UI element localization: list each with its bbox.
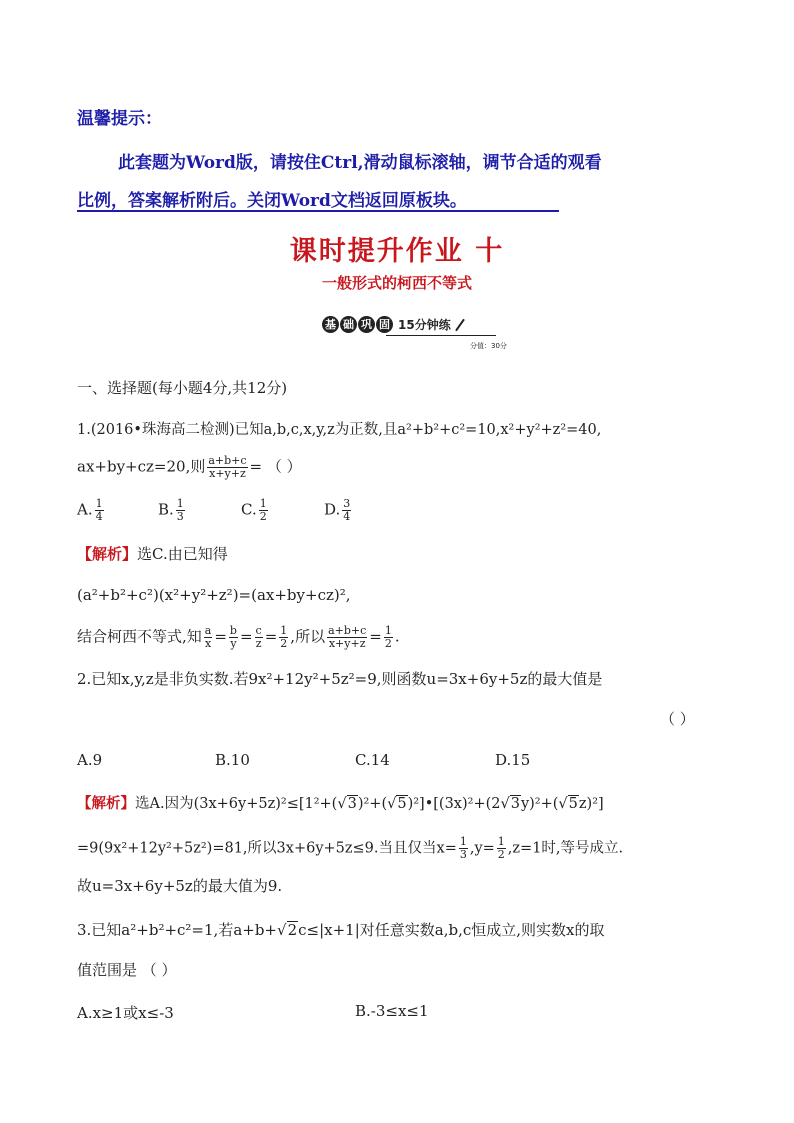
fraction-numerator: a+b+c [328, 624, 367, 637]
q1-analysis-2: (a²+b²+c²)(x²+y²+z²)=(ax+by+cz)², [77, 586, 351, 604]
q1-line2-post: = （ ） [249, 457, 302, 476]
q1-line2-pre: ax+by+cz=20,则 [77, 457, 206, 476]
analysis-text: . [394, 627, 400, 646]
fraction-denominator: x+y+z [209, 467, 246, 480]
option-label: C. [241, 500, 257, 519]
fraction-denominator: 4 [343, 510, 351, 523]
q1-line2 [77, 455, 302, 480]
analysis-label: 【解析】 [77, 795, 135, 812]
q2-option-c: C.14 [355, 751, 390, 769]
q1-option-a [77, 498, 106, 523]
q2-option-b: B.10 [215, 751, 250, 769]
q2-analysis-2: =9(9x²+12y²+5z²)=81,所以3x+6y+5z≤9.当且仅当x= $\frac{1}{3}$ ,y= $\frac{1}{2}$ ,z=1时,等号成立. [77, 835, 624, 861]
fraction-denominator: 4 [95, 510, 103, 523]
analysis-text: 选C.由已知得 [137, 545, 228, 563]
q2-analysis-3: 故u=3x+6y+5z的最大值为9. [77, 877, 283, 895]
analysis-label: 【解析】 [77, 545, 138, 563]
q1-option-c [241, 498, 270, 523]
q3-line1: 3.已知a²+b²+c²=1,若a+b+√2c≤|x+1|对任意实数a,b,c恒成立,则实数x的取 [77, 921, 605, 939]
pencil-slash-icon [455, 318, 465, 331]
tip-line-2: 比例，答案解析附后。关闭Word文档返回原板块。 [77, 191, 467, 211]
tip-underline [77, 210, 559, 212]
analysis-text: 结合柯西不等式,知 [77, 627, 202, 646]
q1-option-d [324, 498, 353, 523]
section-heading: 一、选择题(每小题4分,共12分) [77, 379, 288, 397]
badge-char: 础 [340, 316, 357, 333]
analysis-text: ,所以 [290, 627, 326, 646]
q2-analysis-1: 【解析】选A.因为(3x+6y+5z)²≤[1²+(√3)²+(√5)²]•[(3x)²+(2√3y)²+(√5z)²] [77, 795, 604, 812]
analysis-text: 选A.因为(3x+6y+5z)²≤[1²+( [135, 796, 338, 812]
option-label: D. [324, 500, 341, 519]
q3-line2: 值范围是 （ ） [77, 961, 177, 979]
score-label: 分值：30分 [470, 342, 507, 350]
fraction-denominator: 3 [176, 510, 184, 523]
fraction-denominator: x+y+z [328, 637, 366, 650]
q2-paren: （ ） [660, 710, 695, 728]
q1-analysis-1 [77, 544, 228, 564]
q2-option-d: D.15 [495, 751, 531, 769]
fraction-numerator: a+b+c [208, 454, 247, 467]
q1-fraction [207, 455, 247, 480]
analysis-text: =9(9x²+12y²+5z²)=81,所以3x+6y+5z≤9.当且仅当x= [77, 840, 457, 857]
q2-option-a: A.9 [77, 751, 103, 769]
tip-line-1: 此套题为Word版，请按住Ctrl,滑动鼠标滚轴，调节合适的观看 [118, 153, 602, 173]
tip-title: 温馨提示： [77, 109, 162, 129]
fraction-denominator: 2 [259, 510, 267, 523]
q2-line1: 2.已知x,y,z是非负实数.若9x²+12y²+5z²=9,则函数u=3x+6y+5z的最大值是 [77, 670, 603, 688]
badge-divider [386, 335, 496, 336]
badge-text: 15分钟练 [398, 318, 451, 332]
option-label: A. [77, 500, 93, 519]
badge-char: 固 [376, 316, 393, 333]
fraction-numerator: 1 [259, 497, 267, 510]
fraction-numerator: 3 [343, 497, 351, 510]
section-badge [322, 316, 467, 333]
question-text: 3.已知a²+b²+c²=1,若a+b+ [77, 921, 277, 939]
analysis-text: ,z=1时,等号成立. [507, 840, 624, 857]
badge-char: 巩 [358, 316, 375, 333]
page-subtitle: 一般形式的柯西不等式 [321, 274, 472, 292]
q1-line1: 1.(2016•珠海高二检测)已知a,b,c,x,y,z为正数,且a²+b²+c²=10,x²+y²+z²=40, [77, 422, 602, 438]
option-label: B. [158, 500, 174, 519]
analysis-text: ,y= [469, 840, 495, 857]
q3-option-a: A.x≥1或x≤-3 [77, 1004, 174, 1022]
q1-option-b [158, 498, 187, 523]
question-text: c≤|x+1|对任意实数a,b,c恒成立,则实数x的取 [298, 921, 605, 939]
q3-option-b: B.-3≤x≤1 [355, 1002, 429, 1020]
fraction-numerator: 1 [176, 497, 184, 510]
page-title: 课时提升作业 十 [289, 236, 505, 267]
fraction-numerator: 1 [95, 497, 103, 510]
badge-char: 基 [322, 316, 339, 333]
q1-analysis-3: 结合柯西不等式,知 $\frac{a}{x}$ = $\frac{b}{y}$ = $\frac{c}{z}$ = $\frac{1}{2}$ ,所以 $\frac{a+b+c}{x+y+z}$ = $\frac{1}{2}$ . [77, 624, 400, 650]
